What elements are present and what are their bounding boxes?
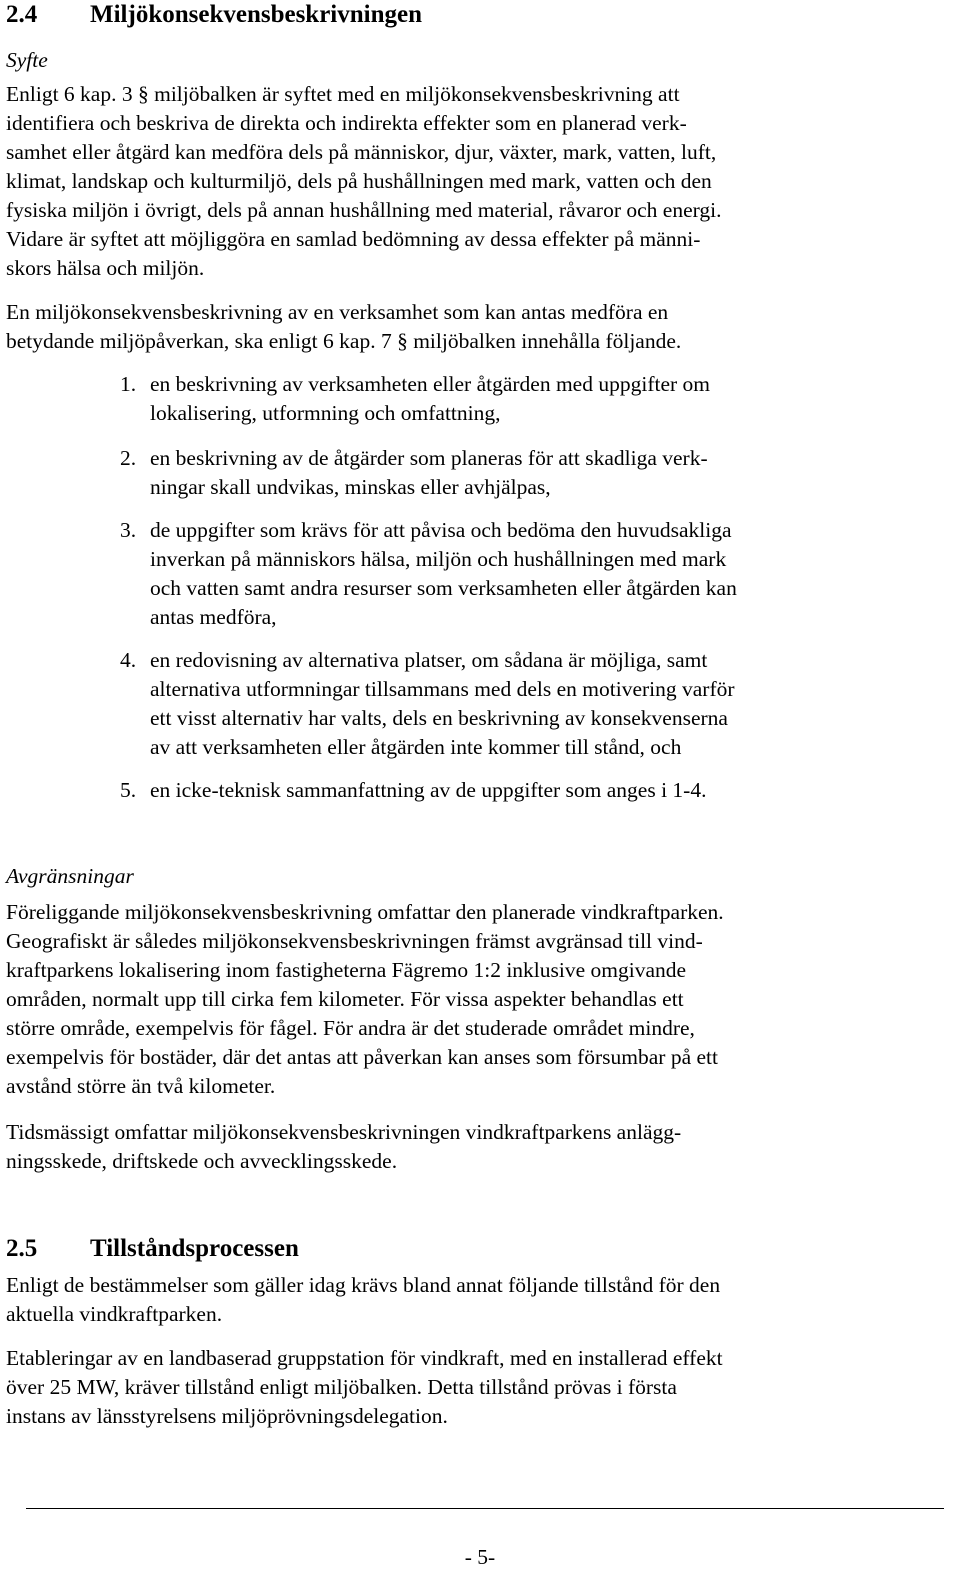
avgransningar-paragraph-1 <box>6 898 724 1101</box>
section-heading-2-5 <box>6 1234 299 1264</box>
list-item-text <box>150 444 815 502</box>
list-item-number: 4. <box>120 648 137 672</box>
text-line: instans av länsstyrelsens miljöprövningsdelegation. <box>6 1404 448 1428</box>
text-line: ningar skall undvikas, minskas eller avhjälpas, <box>150 475 551 499</box>
text-line: Vidare är syftet att möjliggöra en samlad bedömning av dessa effekter på männi- <box>6 227 701 251</box>
text-line: samhet eller åtgärd kan medföra dels på människor, djur, växter, mark, vatten, luft, <box>6 140 717 164</box>
text-line: Tidsmässigt omfattar miljökonsekvensbeskrivningen vindkraftparkens anlägg- <box>6 1120 682 1144</box>
page-number: - 5- <box>464 1545 496 1569</box>
text-line: en icke-teknisk sammanfattning av de uppgifter som anges i 1-4. <box>150 778 707 802</box>
list-item <box>6 776 815 805</box>
section-number: 2.5 <box>6 1235 38 1262</box>
text-line: kraftparkens lokalisering inom fastigheterna Fägremo 1:2 inklusive omgivande <box>6 958 687 982</box>
text-line: inverkan på människors hälsa, miljön och hushållningen med mark <box>150 547 727 571</box>
text-line: en redovisning av alternativa platser, om sådana är möjliga, samt <box>150 648 708 672</box>
text-line: alternativa utformningar tillsammans med dels en motivering varför <box>150 677 735 701</box>
text-line: betydande miljöpåverkan, ska enligt 6 kap. 7 § miljöbalken innehålla följande. <box>6 329 682 353</box>
footer-divider <box>26 1508 944 1509</box>
text-line: Etableringar av en landbaserad gruppstation för vindkraft, med en installerad effekt <box>6 1346 723 1370</box>
text-line: Enligt de bestämmelser som gäller idag krävs bland annat följande tillstånd för den <box>6 1273 721 1297</box>
text-line: och vatten samt andra resurser som verksamheten eller åtgärden kan <box>150 576 737 600</box>
text-line: Föreliggande miljökonsekvensbeskrivning omfattar den planerade vindkraftparken. <box>6 900 724 924</box>
section-title: Tillståndsprocessen <box>90 1235 299 1262</box>
list-item-text <box>150 776 815 805</box>
text-line: de uppgifter som krävs för att påvisa och bedöma den huvudsakliga <box>150 518 732 542</box>
list-item <box>6 370 815 428</box>
text-line: områden, normalt upp till cirka fem kilometer. För vissa aspekter behandlas ett <box>6 987 684 1011</box>
text-line: En miljökonsekvensbeskrivning av en verksamhet som kan antas medföra en <box>6 300 669 324</box>
list-item-number: 3. <box>120 518 137 542</box>
text-line: aktuella vindkraftparken. <box>6 1302 223 1326</box>
list-item-number: 5. <box>120 778 137 802</box>
list-item <box>6 516 815 632</box>
tillstand-paragraph-2 <box>6 1344 723 1431</box>
avgransningar-paragraph-2 <box>6 1118 681 1176</box>
text-line: exempelvis för bostäder, där det antas att påverkan kan anses som försumbar på ett <box>6 1045 718 1069</box>
syfte-paragraph-1 <box>6 80 721 283</box>
list-item-text <box>150 516 815 632</box>
list-item-number: 1. <box>120 372 137 396</box>
text-line: antas medföra, <box>150 605 277 629</box>
text-line: över 25 MW, kräver tillstånd enligt miljöbalken. Detta tillstånd prövas i första <box>6 1375 677 1399</box>
text-line: Geografiskt är således miljökonsekvensbeskrivningen främst avgränsad till vind- <box>6 929 703 953</box>
text-line: ett visst alternativ har valts, dels en beskrivning av konsekvenserna <box>150 706 728 730</box>
tillstand-paragraph-1 <box>6 1271 720 1329</box>
text-line: en beskrivning av verksamheten eller åtgärden med uppgifter om <box>150 372 710 396</box>
list-item-number: 2. <box>120 446 137 470</box>
text-line: av att verksamheten eller åtgärden inte kommer till stånd, och <box>150 735 682 759</box>
section-heading-2-4 <box>6 0 422 30</box>
text-line: Enligt 6 kap. 3 § miljöbalken är syftet med en miljökonsekvensbeskrivning att <box>6 82 680 106</box>
subheading-syfte: Syfte <box>6 48 48 72</box>
text-line: fysiska miljön i övrigt, dels på annan hushållning med material, råvaror och energi. <box>6 198 722 222</box>
text-line: skors hälsa och miljön. <box>6 256 205 280</box>
text-line: lokalisering, utformning och omfattning, <box>150 401 501 425</box>
text-line: identifiera och beskriva de direkta och indirekta effekter som en planerad verk- <box>6 111 687 135</box>
list-item-text <box>150 646 815 762</box>
text-line: större område, exempelvis för fågel. För andra är det studerade området mindre, <box>6 1016 695 1040</box>
text-line: klimat, landskap och kulturmiljö, dels på hushållningen med mark, vatten och den <box>6 169 712 193</box>
list-item <box>6 444 815 502</box>
section-title: Miljökonsekvensbeskrivningen <box>90 1 423 28</box>
syfte-paragraph-2 <box>6 298 681 356</box>
list-item-text <box>150 370 815 428</box>
text-line: ningsskede, driftskede och avvecklingsskede. <box>6 1149 398 1173</box>
section-number: 2.4 <box>6 1 38 28</box>
text-line: en beskrivning av de åtgärder som planeras för att skadliga verk- <box>150 446 708 470</box>
text-line: avstånd större än två kilometer. <box>6 1074 276 1098</box>
list-item <box>6 646 815 762</box>
subheading-avgransningar: Avgränsningar <box>6 864 134 888</box>
